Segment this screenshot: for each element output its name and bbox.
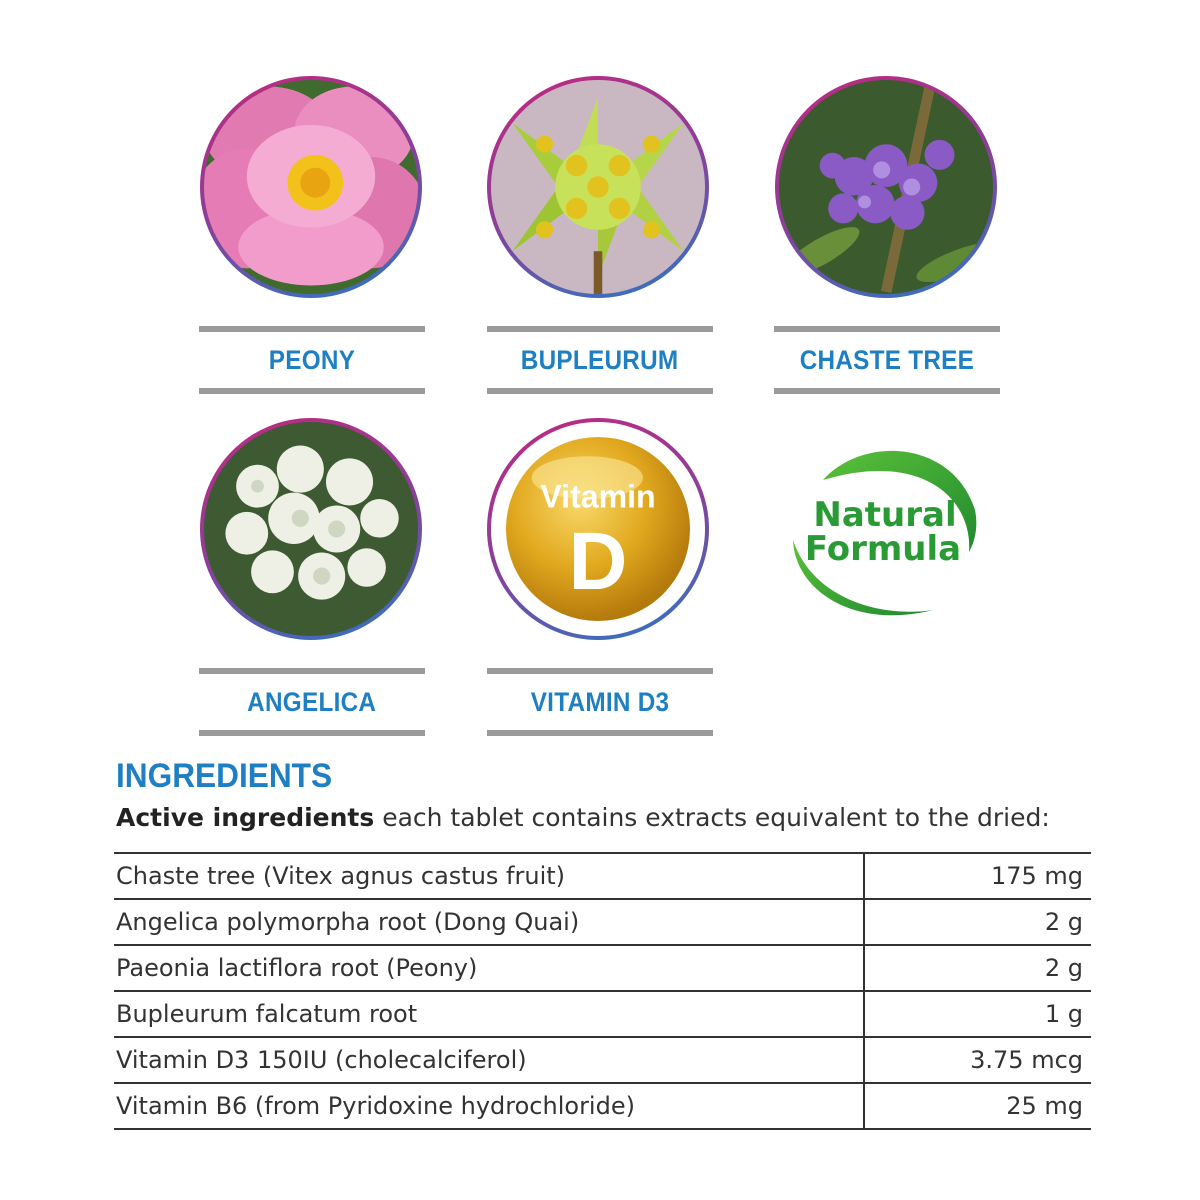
label-angelica-text: ANGELICA <box>247 686 377 717</box>
label-peony-text: PEONY <box>268 344 356 375</box>
ingredient-amount: 175 mg <box>864 853 1091 899</box>
vitamin-badge-letter: D <box>568 515 628 607</box>
intro-rest: each tablet contains extracts equivalent to the dried: <box>374 803 1050 832</box>
angelica-flower-icon <box>204 422 418 636</box>
ingredient-amount: 1 g <box>864 991 1091 1037</box>
bupleurum-image <box>487 76 709 298</box>
natural-formula-badge <box>783 440 983 625</box>
bupleurum-flower-icon <box>491 80 705 294</box>
table-row <box>114 945 1091 991</box>
ingredients-heading: INGREDIENTS <box>116 757 333 795</box>
vitamin-d-badge-icon <box>491 422 705 636</box>
ingredient-amount: 2 g <box>864 899 1091 945</box>
ingredient-name: Vitamin D3 150IU (cholecalciferol) <box>114 1037 864 1083</box>
label-chaste-tree-text: CHASTE TREE <box>799 344 975 375</box>
ingredient-amount: 3.75 mcg <box>864 1037 1091 1083</box>
ingredient-name: Vitamin B6 (from Pyridoxine hydrochloride) <box>114 1083 864 1129</box>
table-row <box>114 1083 1091 1129</box>
ingredient-name: Paeonia lactiflora root (Peony) <box>114 945 864 991</box>
ingredient-name: Bupleurum falcatum root <box>114 991 864 1037</box>
ingredient-amount: 25 mg <box>864 1083 1091 1129</box>
ingredient-amount: 2 g <box>864 945 1091 991</box>
table-row <box>114 853 1091 899</box>
peony-flower-icon <box>204 80 418 294</box>
chaste-tree-flower-icon <box>779 80 993 294</box>
label-vitamin-d3-text: VITAMIN D3 <box>530 686 670 717</box>
ingredients-intro <box>116 803 1050 832</box>
label-angelica <box>199 668 425 736</box>
label-peony <box>199 326 425 394</box>
vitamin-badge-word: Vitamin <box>540 478 656 515</box>
label-bupleurum <box>487 326 713 394</box>
table-row <box>114 991 1091 1037</box>
ingredient-name: Angelica polymorpha root (Dong Quai) <box>114 899 864 945</box>
angelica-image <box>200 418 422 640</box>
peony-image <box>200 76 422 298</box>
label-chaste-tree <box>774 326 1000 394</box>
vitamin-d-image <box>487 418 709 640</box>
ingredients-table <box>114 852 1091 1130</box>
chaste-tree-image <box>775 76 997 298</box>
intro-bold: Active ingredients <box>116 803 375 832</box>
label-bupleurum-text: BUPLEURUM <box>521 344 679 375</box>
label-vitamin-d3 <box>487 668 713 736</box>
ingredient-name: Chaste tree (Vitex agnus castus fruit) <box>114 853 864 899</box>
formula-text: Formula <box>804 529 962 569</box>
table-row <box>114 1037 1091 1083</box>
table-row <box>114 899 1091 945</box>
natural-text: Natural <box>813 495 957 535</box>
